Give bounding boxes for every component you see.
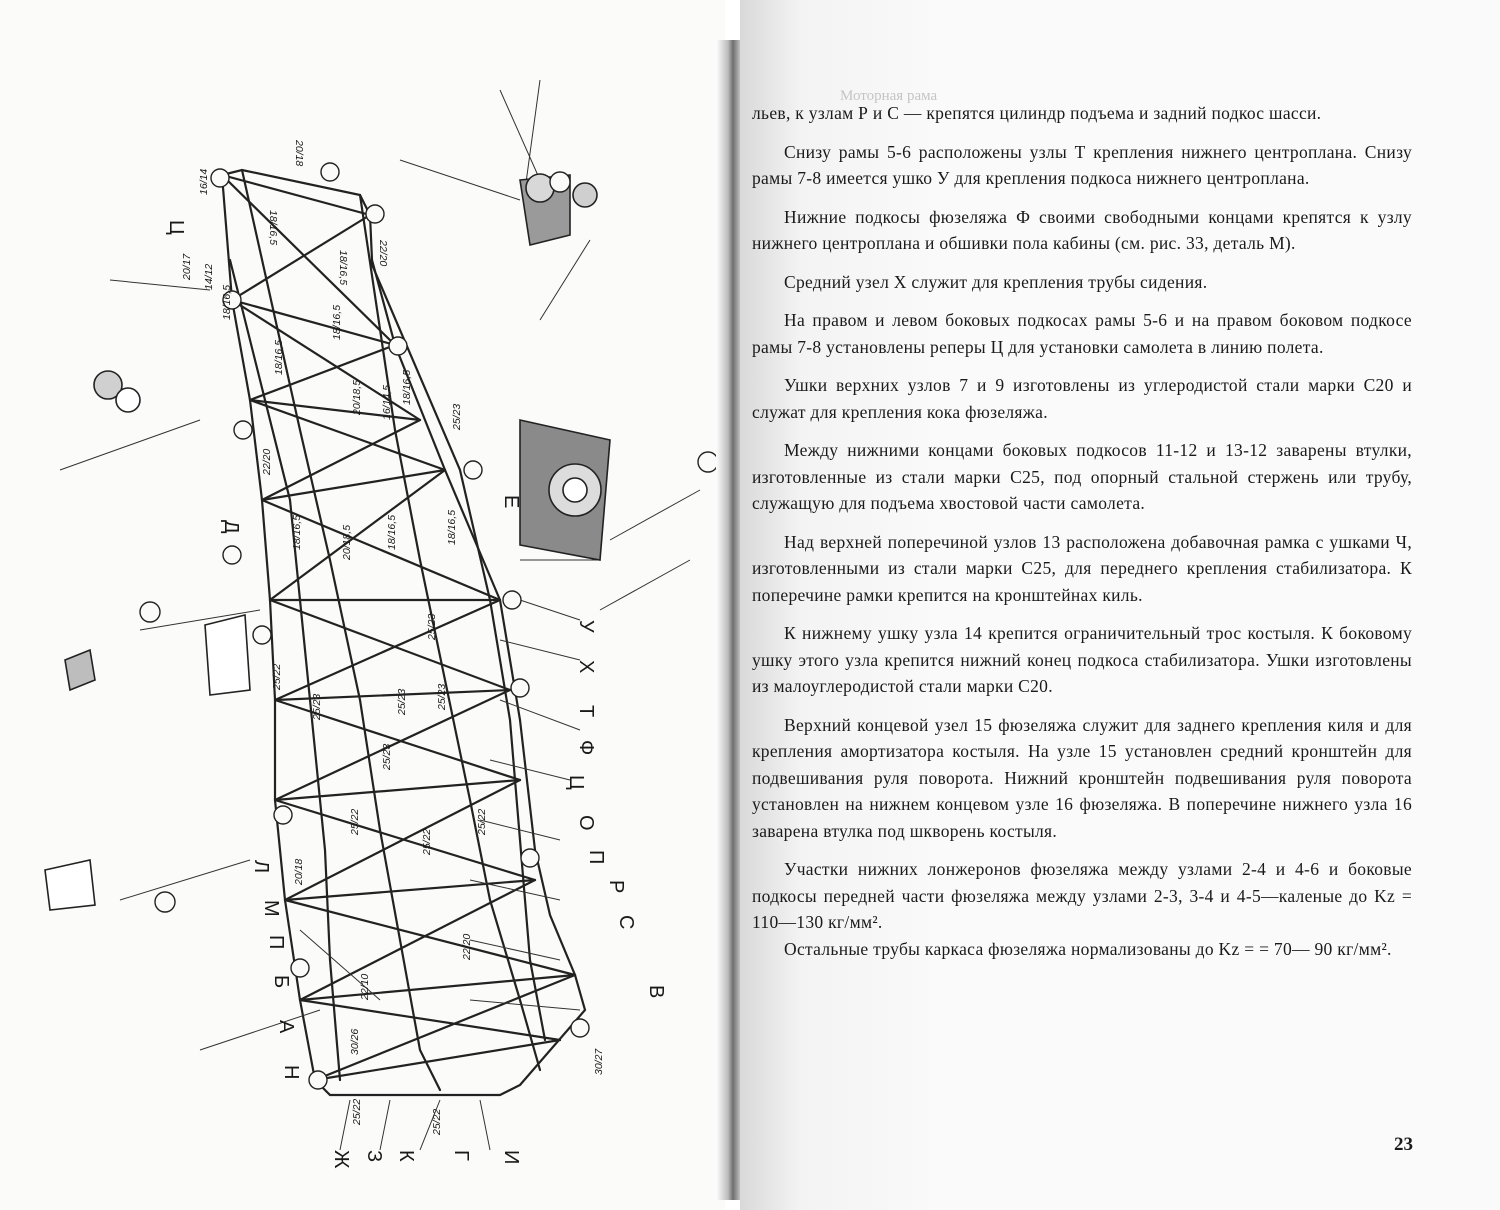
svg-text:О: О: [575, 815, 597, 831]
svg-text:22/20: 22/20: [261, 448, 273, 475]
svg-text:Н: Н: [280, 1065, 302, 1080]
svg-text:К: К: [395, 1150, 417, 1162]
svg-text:Ж: Ж: [330, 1150, 352, 1169]
svg-text:25/23: 25/23: [426, 613, 438, 640]
label-c: Ц: [165, 220, 187, 235]
svg-text:14/12: 14/12: [203, 263, 215, 290]
svg-text:30/26: 30/26: [349, 1028, 361, 1055]
svg-text:30/27: 30/27: [593, 1048, 605, 1075]
svg-text:25/23: 25/23: [381, 743, 393, 770]
svg-text:20/17: 20/17: [181, 253, 193, 280]
svg-text:18/16,5: 18/16,5: [337, 250, 349, 286]
svg-text:Х: Х: [575, 660, 597, 674]
svg-text:18/16,5: 18/16,5: [291, 514, 303, 550]
svg-text:25/22: 25/22: [476, 808, 488, 835]
svg-text:Ф: Ф: [575, 740, 597, 756]
svg-text:Ц: Ц: [565, 775, 587, 790]
svg-text:18/16,5: 18/16,5: [401, 369, 413, 405]
svg-text:25/23: 25/23: [436, 683, 448, 710]
svg-text:И: И: [500, 1150, 522, 1165]
page-number: 23: [1394, 1134, 1413, 1155]
svg-text:С: С: [615, 915, 637, 930]
left-page-figure: [0, 0, 725, 1210]
svg-text:25/22: 25/22: [431, 1108, 443, 1135]
svg-text:25/23: 25/23: [311, 693, 323, 720]
svg-text:18/16,5: 18/16,5: [331, 304, 343, 340]
svg-text:18/16,5: 18/16,5: [386, 514, 398, 550]
svg-text:А: А: [275, 1020, 297, 1034]
paragraph: Верхний концевой узел 15 фюзеляжа служит для заднего крепления киля и для крепления амортизатора костыля. На узле 15 установлен средний кронштейн для подвешивания руля поворота. Нижний кронштейн подвешивания руля поворота установлен на нижнем концевом узле 16 фюзеляжа. В поперечине нижнего узла 16 заварена втулка под шкворень костыля.: [752, 714, 1412, 841]
svg-text:18/16,5: 18/16,5: [446, 509, 458, 545]
paragraph: Между нижними концами боковых подкосов 11-12 и 13-12 заварены втулки, изготовленные из стали марки С25, под опорный стальной стержень или трубу, служащую для подъема хвостовой части самолета.: [752, 440, 1412, 513]
svg-text:У: У: [575, 620, 597, 633]
paragraph: К нижнему ушку узла 14 крепится ограничительный трос костыля. К боковому ушку этого узла крепится нижний конец подкоса стабилизатора. Ушки изготовлены из малоуглеродистой стали марки С20.: [752, 623, 1412, 696]
svg-text:18/16,5: 18/16,5: [221, 284, 233, 320]
fuselage-truss-drawing: [0, 0, 725, 1210]
svg-text:25/23: 25/23: [451, 403, 463, 430]
paragraph: Остальные трубы каркаса фюзеляжа нормализованы до Kz = = 70— 90 кг/мм².: [784, 938, 1392, 959]
paragraph: Участки нижних лонжеронов фюзеляжа между узлами 2-4 и 4-6 и боковые подкосы передней части фюзеляжа между узлами 2-3, 3-4 и 4-5—каленые до Kz = 110—130 кг/мм².: [752, 859, 1412, 932]
svg-text:П: П: [585, 850, 607, 865]
paragraph: Снизу рамы 5-6 расположены узлы Т крепления нижнего центроплана. Снизу рамы 7-8 имеется ушко У для крепления подкоса нижнего центроплана.: [752, 141, 1412, 188]
svg-text:Т: Т: [575, 705, 597, 718]
svg-text:22/20: 22/20: [461, 933, 473, 960]
svg-text:18/16,5: 18/16,5: [267, 210, 279, 246]
page-text: [752, 100, 1412, 974]
svg-text:В: В: [645, 985, 667, 999]
svg-text:22/20: 22/20: [377, 240, 389, 267]
svg-text:20/18,5: 20/18,5: [351, 379, 363, 415]
svg-text:Е: Е: [500, 495, 522, 509]
svg-text:22/10: 22/10: [359, 973, 371, 1000]
paragraph: Над верхней поперечиной узлов 13 расположена добавочная рамка с ушками Ч, изготовленными из стали марки С25, для переднего крепления стабилизатора. К поперечине рамки крепится на кронштейнах киль.: [752, 531, 1412, 605]
svg-text:М: М: [260, 900, 282, 917]
svg-text:П: П: [265, 935, 287, 950]
svg-text:25/23: 25/23: [396, 688, 408, 715]
svg-text:25/22: 25/22: [349, 808, 361, 835]
svg-text:20/18,5: 20/18,5: [341, 524, 353, 560]
svg-text:20/18: 20/18: [293, 140, 305, 167]
paragraph: На правом и левом боковых подкосах рамы 5-6 и на правом боковом подкосе рамы 7-8 установлены реперы Ц для установки самолета в линию полета.: [752, 310, 1412, 357]
paragraph: льев, к узлам Р и С — крепятся цилиндр подъема и задний подкос шасси.: [752, 103, 1322, 123]
svg-text:25/22: 25/22: [271, 663, 283, 690]
svg-text:16/14,5: 16/14,5: [381, 384, 393, 420]
svg-text:З: З: [363, 1150, 385, 1163]
svg-text:20/18: 20/18: [293, 858, 305, 885]
svg-text:16/14: 16/14: [198, 168, 210, 195]
svg-text:25/22: 25/22: [351, 1098, 363, 1125]
paragraph: Нижние подкосы фюзеляжа Ф своими свободными концами крепятся к узлу нижнего центроплана и обшивки пола кабины (см. рис. 33, деталь М).: [752, 206, 1412, 253]
bleed-through-text: Моторная рама: [840, 88, 938, 104]
svg-text:Л: Л: [250, 860, 272, 874]
svg-text:Б: Б: [270, 975, 292, 989]
svg-text:Г: Г: [450, 1150, 472, 1161]
paragraph: Средний узел Х служит для крепления трубы сидения.: [784, 271, 1208, 292]
svg-text:Д: Д: [220, 520, 242, 534]
svg-text:25/22: 25/22: [421, 828, 433, 855]
svg-text:18/16,5: 18/16,5: [273, 339, 285, 375]
paragraph: Ушки верхних узлов 7 и 9 изготовлены из углеродистой стали марки С20 и служат для крепления кока фюзеляжа.: [752, 375, 1412, 422]
svg-text:Р: Р: [605, 880, 627, 894]
